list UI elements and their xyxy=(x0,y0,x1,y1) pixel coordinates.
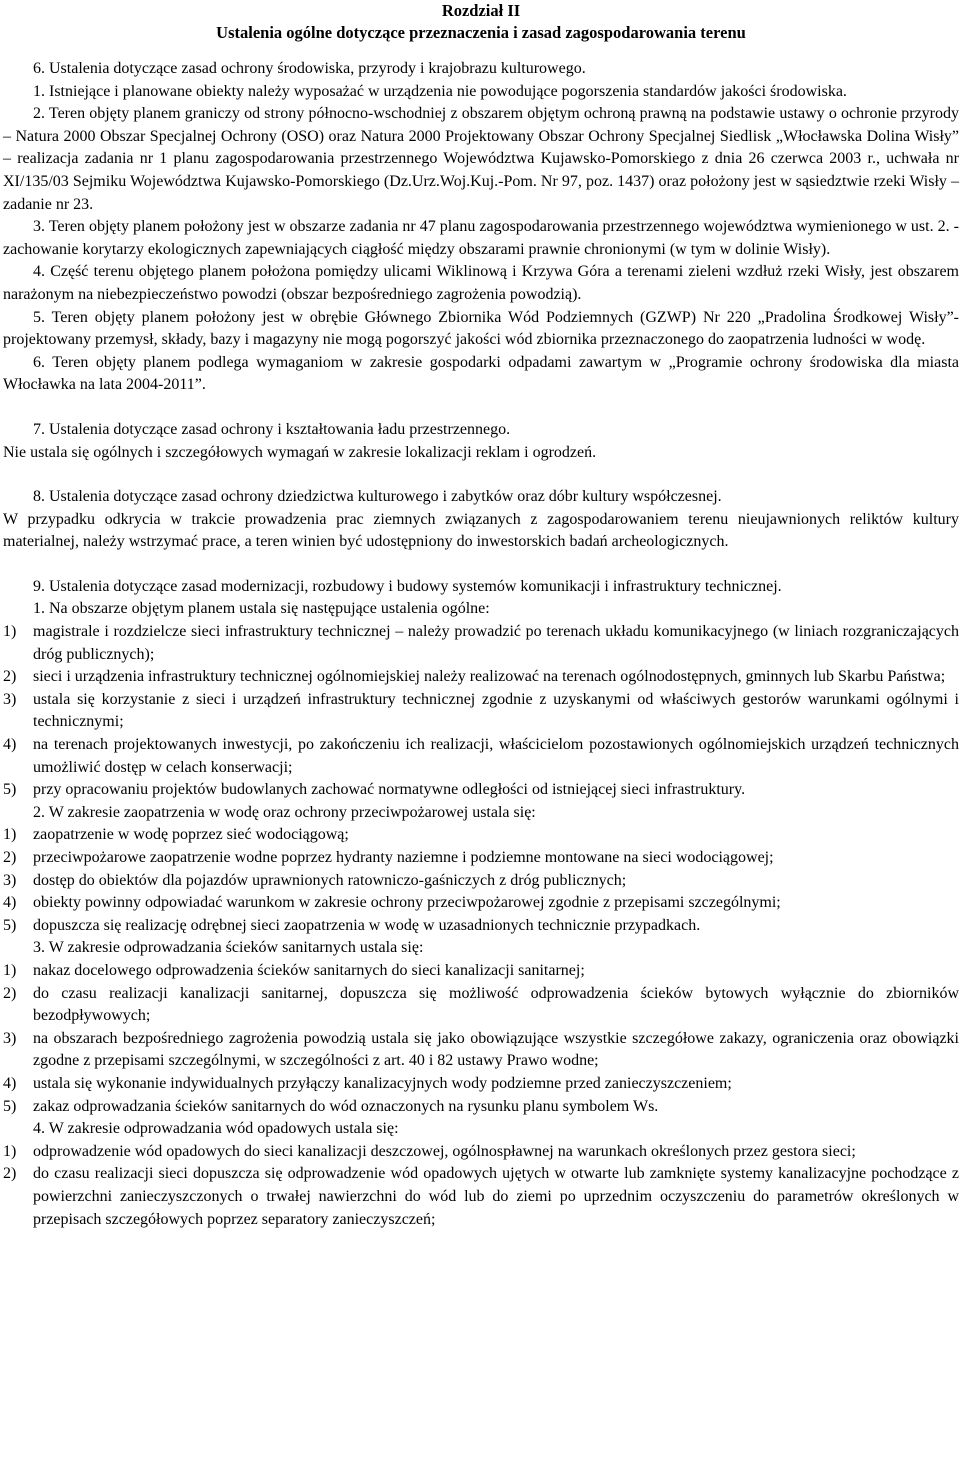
list-item-text: zaopatrzenie w wodę poprzez sieć wodociągową; xyxy=(33,826,349,844)
list-item-number: 5) xyxy=(3,1097,17,1115)
chapter-heading: Ustalenia ogólne dotyczące przeznaczenia i zasad zagospodarowania terenu xyxy=(216,23,746,42)
section-6-paragraph-6: 6. Teren objęty planem podlega wymaganiom w zakresie gospodarki odpadami zawartym w „Programie ochrony środowiska dla miasta Włocławka na lata 2004-2011”. xyxy=(3,353,959,394)
list-item-text: na terenach projektowanych inwestycji, po zakończeniu ich realizacji, właścicielom pozostawionych ogólnomiejskich urządzeń technicznych umożliwić dostęp w celach konserwacji; xyxy=(33,736,959,776)
list-item-number: 4) xyxy=(3,894,17,912)
list-item-text: zakaz odprowadzania ścieków sanitarnych do wód oznaczonych na rysunku planu symbolem Ws. xyxy=(33,1097,659,1115)
section-8-paragraph-1: W przypadku odkrycia w trakcie prowadzenia prac ziemnych związanych z zagospodarowaniem terenu nieujawnionych reliktów kultury materialnej, należy wstrzymać prace, a teren winien być udostępniony do inwestorskich badań archeologicznych. xyxy=(3,510,959,551)
section-7-heading: 7. Ustalenia dotyczące zasad ochrony i kształtowania ładu przestrzennego. xyxy=(33,420,511,438)
list-item xyxy=(3,666,959,689)
section-9-point-1-list xyxy=(3,621,959,802)
list-item xyxy=(3,870,959,893)
spacer xyxy=(3,464,959,486)
list-item-number: 5) xyxy=(3,781,17,799)
list-item xyxy=(3,1028,959,1073)
chapter-number: Rozdział II xyxy=(441,1,521,20)
section-9-point-4-list xyxy=(3,1141,959,1231)
list-item-number: 1) xyxy=(3,623,17,641)
list-item xyxy=(3,915,959,938)
section-6-paragraph-4: 4. Część terenu objętego planem położona pomiędzy ulicami Wiklinową i Krzywa Góra a terenami zieleni wzdłuż rzeki Wisły, jest obszarem narażonym na niebezpieczeństwo powodzi (obszar bezpośredniego zagrożenia powodzią). xyxy=(3,263,959,303)
list-item xyxy=(3,847,959,870)
chapter-title xyxy=(3,0,959,44)
list-item-number: 3) xyxy=(3,690,17,708)
list-item-text: ustala się korzystanie z sieci i urządzeń infrastruktury technicznej zgodnie z uzyskanymi od właściwych gestorów warunkami ogólnymi i technicznymi; xyxy=(33,690,959,731)
list-item-text: odprowadzenie wód opadowych do sieci kanalizacji deszczowej, ogólnospławnej na warunkach określonych przez gestora sieci; xyxy=(33,1142,856,1160)
list-item-text: magistrale i rozdzielcze sieci infrastruktury technicznej – należy prowadzić po terenach układu komunikacyjnego (w liniach rozgraniczających dróg publicznych); xyxy=(33,623,959,663)
section-9-heading: 9. Ustalenia dotyczące zasad modernizacji, rozbudowy i budowy systemów komunikacji i infrastruktury technicznej. xyxy=(33,577,782,595)
list-item xyxy=(3,1096,959,1119)
list-item-text: sieci i urządzenia infrastruktury technicznej ogólnomiejskiej należy realizować na terenach ogólnodostępnych, gminnych lub Skarbu Państwa; xyxy=(33,668,946,686)
list-item xyxy=(3,689,959,734)
list-item-text: do czasu realizacji kanalizacji sanitarnej, dopuszcza się możliwość odprowadzenia ścieków bytowych wyłącznie do zbiorników bezodpływowych; xyxy=(33,984,959,1025)
list-item-text: obiekty powinny odpowiadać warunkom w zakresie ochrony przeciwpożarowej zgodnie z przepisami szczególnymi; xyxy=(33,894,781,912)
section-7-paragraph-1: Nie ustala się ogólnych i szczegółowych wymagań w zakresie lokalizacji reklam i ogrodzeń. xyxy=(3,443,597,461)
list-item xyxy=(3,1141,959,1164)
list-item-number: 1) xyxy=(3,961,17,979)
list-item xyxy=(3,824,959,847)
list-item-number: 4) xyxy=(3,1074,17,1092)
list-item-text: dostęp do obiektów dla pojazdów uprawnionych ratowniczo-gaśniczych z dróg publicznych; xyxy=(33,871,627,889)
section-6-paragraph-1: 1. Istniejące i planowane obiekty należy wyposażać w urządzenia nie powodujące pogorszenia standardów jakości środowiska. xyxy=(33,82,847,100)
spacer xyxy=(3,397,959,419)
list-item xyxy=(3,779,959,802)
list-item-number: 3) xyxy=(3,1029,17,1047)
section-9-point-3-lead: 3. W zakresie odprowadzania ścieków sanitarnych ustala się: xyxy=(33,939,424,957)
section-9-point-3-list xyxy=(3,960,959,1118)
list-item-text: dopuszcza się realizację odrębnej sieci zaopatrzenia w wodę w uzasadnionych technicznie przypadkach. xyxy=(33,916,701,934)
section-9-point-2-lead: 2. W zakresie zaopatrzenia w wodę oraz ochrony przeciwpożarowej ustala się: xyxy=(33,803,536,821)
list-item-number: 1) xyxy=(3,826,17,844)
section-6-paragraph-2: 2. Teren objęty planem graniczy od strony północno-wschodniej z obszarem objętym ochroną prawną na podstawie ustawy o ochronie przyrody – Natura 2000 Obszar Specjalnej Ochrony (OSO) oraz Natura 2000 Projektowany Obszar Ochrony Specjalnej Siedlisk „Włocławska Dolina Wisły” – realizacja zadania nr 1 planu zagospodarowania przestrzennego Województwa Kujawsko-Pomorskiego z dnia 26 czerwca 2003 r., uchwała nr XI/135/03 Sejmiku Województwa Kujawsko-Pomorskiego (Dz.Urz.Woj.Kuj.-Pom. Nr 97, poz. 1437) oraz położony jest w sąsiedztwie rzeki Wisły – zadanie nr 23. xyxy=(3,105,959,213)
list-item xyxy=(3,621,959,666)
list-item xyxy=(3,960,959,983)
section-8-heading: 8. Ustalenia dotyczące zasad ochrony dziedzictwa kulturowego i zabytków oraz dóbr kultury współczesnej. xyxy=(33,488,722,506)
list-item-number: 2) xyxy=(3,1165,17,1183)
list-item-text: przeciwpożarowe zaopatrzenie wodne poprzez hydranty naziemne i podziemne montowane na sieci wodociągowej; xyxy=(33,849,774,866)
list-item xyxy=(3,734,959,779)
list-item-text: na obszarach bezpośredniego zagrożenia powodzią ustala się jako obowiązujące wszystkie szczegółowe zakazy, ograniczenia oraz obowiązki zgodne z przepisami szczególnymi, w szczególności z art. 40 i 82 ustawy Prawo wodne; xyxy=(33,1029,959,1070)
spacer xyxy=(3,554,959,576)
list-item-number: 4) xyxy=(3,736,17,754)
section-6-heading: 6. Ustalenia dotyczące zasad ochrony środowiska, przyrody i krajobrazu kulturowego. xyxy=(33,60,586,77)
list-item-text: do czasu realizacji sieci dopuszcza się odprowadzenie wód opadowych ujętych w otwarte lub zamknięte systemy kanalizacyjne pochodzące z powierzchni zanieczyszczonych o trwałej nawierzchni do wód lub do ziemi po uprzednim oczyszczeniu do parametrów określonych w przepisach szczegółowych poprzez separatory zanieczyszczeń; xyxy=(33,1165,959,1228)
list-item-number: 2) xyxy=(3,668,17,686)
list-item xyxy=(3,1073,959,1096)
list-item-number: 3) xyxy=(3,871,17,889)
list-item-number: 2) xyxy=(3,984,17,1002)
list-item xyxy=(3,983,959,1028)
section-9-point-4-lead: 4. W zakresie odprowadzania wód opadowych ustala się: xyxy=(33,1120,399,1138)
list-item-number: 1) xyxy=(3,1142,17,1160)
section-6-paragraph-5: 5. Teren objęty planem położony jest w obrębie Głównego Zbiornika Wód Podziemnych (GZWP) Nr 220 „Pradolina Środkowej Wisły”- projektowany przemysł, składy, bazy i magazyny nie mogą pogorszyć jakości wód zbiornika przeznaczonego do zaopatrzenia ludności w wodę. xyxy=(3,308,959,349)
section-9-point-2-list xyxy=(3,824,959,937)
list-item xyxy=(3,1163,959,1231)
section-9-point-1-lead: 1. Na obszarze objętym planem ustala się następujące ustalenia ogólne: xyxy=(33,600,490,618)
list-item-number: 2) xyxy=(3,849,17,866)
section-6-paragraph-3: 3. Teren objęty planem położony jest w obszarze zadania nr 47 planu zagospodarowania przestrzennego województwa wymienionego w ust. 2. - zachowanie korytarzy ekologicznych zapewniających ciągłość między obszarami prawnie chronionymi (w tym w dolinie Wisły). xyxy=(3,218,959,258)
list-item-text: przy opracowaniu projektów budowlanych zachować normatywne odległości od istniejącej sieci infrastruktury. xyxy=(33,781,746,799)
list-item xyxy=(3,892,959,915)
list-item-text: ustala się wykonanie indywidualnych przyłączy kanalizacyjnych wody podziemne przed zanieczyszczeniem; xyxy=(33,1074,732,1092)
list-item-number: 5) xyxy=(3,916,17,934)
list-item-text: nakaz docelowego odprowadzenia ścieków sanitarnych do sieci kanalizacji sanitarnej; xyxy=(33,961,585,979)
